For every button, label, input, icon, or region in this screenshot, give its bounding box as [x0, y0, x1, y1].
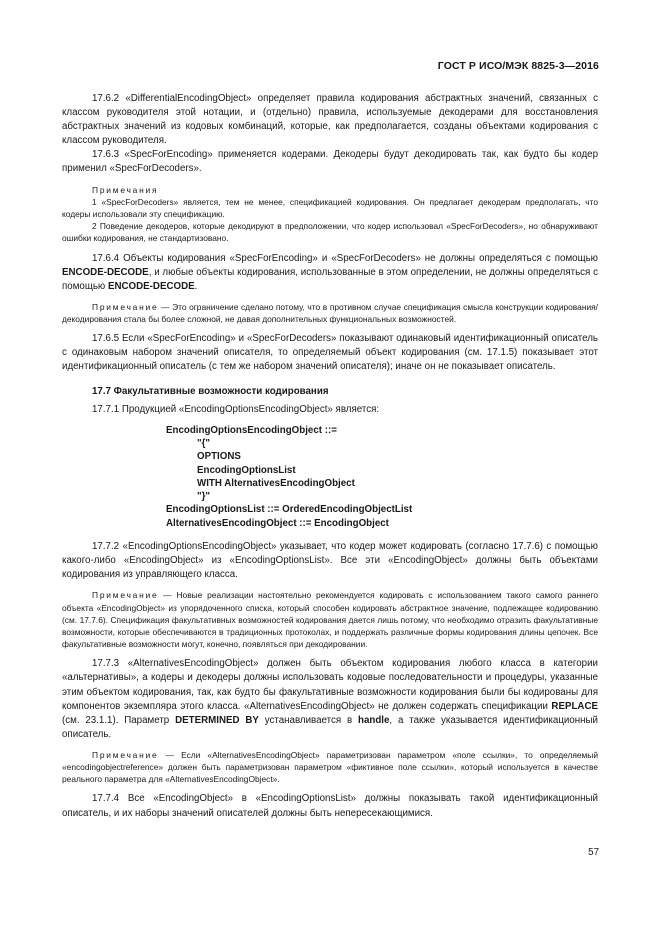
production-block: [62, 424, 598, 530]
note-options-recommendation: Примечание — Новые реализации настоятельно рекомендуется кодировать с использованием такого самого раннего объекта «EncodingObject» из упорядоченного списка, который способен кодировать абстрактное значение, подлежащее кодированию (см. 17.7.6). Спецификация факультативных возможностей кодирования дается лишь потому, что необходимо отразить факультативные возможности, которые обеспечиваются в традиционных протоколах, и поддержать различные формы кодирования длины цепочек. Все факультативные возможности могут, конечно, появляться при декодировании.: [62, 590, 598, 650]
notes-title: Примечания: [92, 184, 159, 195]
production-line: EncodingOptionsList ::= OrderedEncodingObjectList: [166, 504, 413, 516]
note-1: 1 «SpecForDecoders» является, тем не менее, спецификацией кодирования. Он предлагает декодерам предполагать, что кодеры использовали эту спецификацию.: [62, 196, 598, 219]
page-number: 57: [588, 847, 599, 858]
production-line: "}": [197, 491, 211, 503]
paragraph-17-6-5: 17.6.5 Если «SpecForEncoding» и «SpecForDecoders» показывают одинаковый идентификационный описатель с одинаковым набором значений описателя, то определяемый объект кодирования (см. 17.1.5) показывает этот идентификационный описатель (с тем же набором значений описателя); иначе он не показывает описатель.: [62, 333, 598, 373]
note-2: 2 Поведение декодеров, которые декодируют в предположении, что кодер использовал «SpecForDecoders», но обнаруживают ошибки кодирования, не стандартизовано.: [62, 221, 598, 244]
paragraph-17-6-3: 17.6.3 «SpecForEncoding» применяется кодерами. Декодеры будут декодировать так, как будто бы кодер применил «SpecForDecoders».: [62, 149, 598, 175]
note-encode-decode: Примечание — Это ограничение сделано потому, что в противном случае спецификация смысла конструкции кодирования/декодирования стала бы более сложной, не давая дополнительных функциональных возможностей.: [62, 301, 598, 325]
production-line: AlternativesEncodingObject ::= EncodingObject: [166, 517, 389, 529]
paragraph-17-7-4: 17.7.4 Все «EncodingObject» в «EncodingOptionsList» должны показывать такой идентификационный описатель, и их наборы значений описателей должны быть непересекающимися.: [62, 793, 598, 819]
production-line: OPTIONS: [197, 451, 241, 463]
production-line: EncodingOptionsEncodingObject ::=: [166, 424, 337, 436]
production-line: EncodingOptionsList: [197, 464, 296, 476]
section-heading-17-7: 17.7 Факультативные возможности кодирования: [92, 385, 329, 397]
paragraph-17-6-2: 17.6.2 «DifferentialEncodingObject» определяет правила кодирования абстрактных значений, связанных с классом руководителя этой нотации, и (отдельно) правила, используемые декодерами для восстановления абстрактных значений из кодовых комбинаций, которые, как предполагается, созданы объектами кодирования с классом руководителя.: [62, 93, 598, 147]
production-line: WITH AlternativesEncodingObject: [197, 477, 355, 489]
paragraph-17-7-3: 17.7.3 «AlternativesEncodingObject» должен быть объектом кодирования любого класса в категории «альтернативы», а кодеры и декодеры должны использовать кодовые последовательности и процедуры, указанные этим объектом кодирования, так, как будто бы факультативные возможности кодирования были бы кодированы для компонентов экземпляра этого класса. «AlternativesEncodingObject» не должен содержать спецификации REPLACE (см. 23.1.1). Параметр DETERMINED BY устанавливается в handle, а также указывается идентификационный описатель.: [62, 658, 599, 740]
note-alternatives-parameter: Примечание — Если «AlternativesEncodingObject» параметризован параметром «поле ссылки», то определяемый «encodingobjectreference» должен быть параметризован параметром «фиктивное поле ссылки», который используется в качестве реального параметра для «AlternativesEncodingObject».: [62, 749, 598, 785]
paragraph-17-7-2: 17.7.2 «EncodingOptionsEncodingObject» указывает, что кодер может кодировать (согласно 17.7.6) с помощью какого-либо «EncodingObject» из «EncodingOptionsList». Все эти «EncodingObject» должны быть объектами кодирования из управляющего класса.: [62, 541, 598, 581]
paragraph-17-6-4: 17.6.4 Объекты кодирования «SpecForEncoding» и «SpecForDecoders» не должны определяться с помощью ENCODE-DECODE, и любые объекты кодирования, использованные в этом определении, не должны определяться с помощью ENCODE-DECODE.: [62, 252, 598, 292]
production-line: "{": [197, 437, 211, 449]
page-content: [62, 92, 598, 821]
paragraph-17-7-1: 17.7.1 Продукцией «EncodingOptionsEncodingObject» является:: [92, 403, 380, 415]
document-header: ГОСТ Р ИСО/МЭК 8825-3—2016: [437, 60, 599, 72]
